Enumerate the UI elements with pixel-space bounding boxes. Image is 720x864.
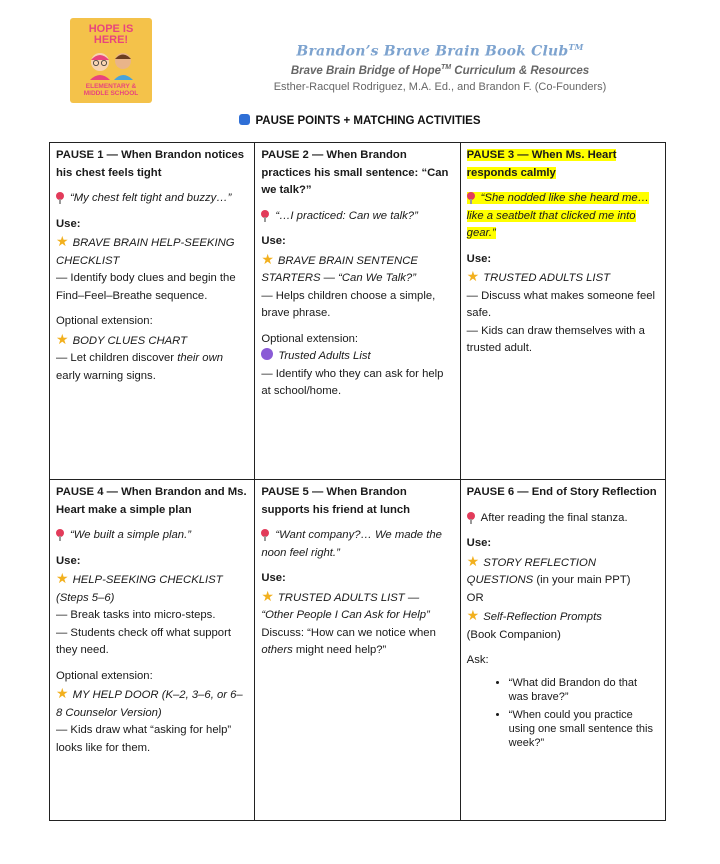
pause-6-questions	[467, 676, 659, 750]
pause-1-use-label: Use:	[56, 217, 81, 230]
pushpin-icon	[56, 529, 64, 537]
pause-1-item1-desc: — Identify body clues and begin the Find–Feel–Breathe sequence.	[56, 272, 236, 302]
star-icon: ★	[261, 587, 274, 604]
pause-2-use-label: Use:	[261, 235, 286, 247]
pause-3-item1: ★ TRUSTED ADULTS LIST	[466, 268, 611, 284]
pause-points-table	[49, 142, 666, 821]
pause-6-title: PAUSE 6 — End of Story Reflection	[466, 486, 657, 498]
pause-2-item1: ★ BRAVE BRAIN SENTENCE STARTERS — “Can We Talk?”	[261, 250, 418, 284]
pushpin-icon	[467, 512, 475, 520]
pause-2-ext-label: Optional extension:	[261, 332, 359, 345]
pause-1-item2: ★ BODY CLUES CHART	[56, 330, 188, 347]
purple-circle-icon	[261, 348, 273, 360]
pause-6-note: After reading the final stanza.	[467, 510, 659, 528]
pause-1-item1: ★ BRAVE BRAIN HELP-SEEKING CHECKLIST	[56, 233, 235, 267]
pause-6-use-label: Use:	[466, 537, 492, 549]
pause-2-item2-desc: — Identify who they can ask for help at school/home.	[261, 367, 444, 397]
pause-5-discuss: Discuss: “How can we notice when others might need help?”	[261, 626, 436, 656]
pushpin-icon	[467, 192, 475, 200]
pause-3-use-label: Use:	[466, 252, 492, 265]
curriculum-subtitle: Brave Brain Bridge of Hope™ Curriculum & Resources	[290, 64, 590, 77]
pushpin-icon	[56, 192, 64, 200]
school-logo	[70, 18, 152, 103]
star-icon: ★	[56, 685, 69, 701]
club-title: Brandon’s Brave Brain Book Club™	[296, 42, 584, 60]
pushpin-icon	[261, 210, 269, 218]
pause-5-use-label: Use:	[261, 572, 286, 584]
pause-4-use-label: Use:	[56, 554, 81, 567]
pause-6-item1: ★ STORY REFLECTION QUESTIONS (in your main PPT)	[466, 552, 631, 586]
logo-line3: ELEMENTARY & MIDDLE SCHOOL	[83, 83, 139, 97]
pause-1-quote: “My chest felt tight and buzzy…”	[56, 190, 248, 208]
list-item: • “What did Brandon do that was brave?”	[509, 676, 659, 704]
pause-4-quote: “We built a simple plan.”	[56, 527, 248, 545]
section-title: PAUSE POINTS + MATCHING ACTIVITIES	[0, 114, 720, 127]
pause-2-quote: “…I practiced: Can we talk?”	[261, 208, 453, 226]
pause-4-item1: ★ HELP-SEEKING CHECKLIST (Steps 5–6)	[56, 570, 223, 604]
pause-3-item1-desc1: — Discuss what makes someone feel safe.	[466, 289, 656, 319]
pause-2-cell	[255, 143, 460, 480]
pause-4-title: PAUSE 4 — When Brandon and Ms. Heart make a simple plan	[56, 486, 247, 516]
pause-4-item1-desc2: — Students check off what support they need.	[56, 626, 231, 656]
pause-3-title: PAUSE 3 — When Ms. Heart responds calmly	[466, 149, 617, 179]
blue-circle-icon	[239, 114, 250, 125]
pause-6-item2-suffix: (Book Companion)	[466, 628, 561, 641]
pause-1-ext-label: Optional extension:	[56, 315, 153, 327]
pause-4-ext-label: Optional extension:	[56, 669, 153, 682]
pause-4-item2-desc: — Kids draw what “asking for help” looks like for them.	[56, 724, 232, 754]
pause-1-title: PAUSE 1 — When Brandon notices his chest feels tight	[56, 149, 245, 179]
star-icon: ★	[466, 552, 480, 569]
pause-4-cell	[50, 480, 255, 821]
logo-line2: HERE!	[93, 34, 129, 46]
pause-5-quote: “Want company?… We made the noon feel right.”	[261, 529, 442, 559]
pause-1-cell	[50, 143, 255, 480]
pushpin-icon	[261, 529, 269, 537]
star-icon: ★	[56, 233, 69, 249]
pause-5-item1: ★ TRUSTED ADULTS LIST — “Other People I Can Ask for Help”	[261, 587, 430, 621]
pause-2-item1-desc: — Helps children choose a simple, brave phrase.	[261, 289, 436, 319]
star-icon: ★	[466, 268, 480, 284]
pause-6-item2: ★ Self-Reflection Prompts	[466, 607, 602, 623]
list-item: • “When could you practice using one small sentence this week?”	[509, 708, 659, 750]
star-icon: ★	[261, 250, 274, 267]
pause-3-quote: “She nodded like she heard me… like a seatbelt that clicked me into gear.”	[466, 192, 649, 239]
star-icon: ★	[466, 607, 480, 623]
star-icon: ★	[56, 330, 69, 347]
kids-illustration-icon	[78, 50, 144, 80]
star-icon: ★	[56, 570, 69, 586]
logo-line1: HOPE IS	[88, 23, 134, 35]
pause-2-title: PAUSE 2 — When Brandon practices his small sentence: “Can we talk?”	[261, 149, 449, 196]
pause-3-cell	[460, 143, 665, 480]
pause-3-item1-desc2: — Kids can draw themselves with a trusted adult.	[466, 324, 645, 354]
pause-6-ask-label: Ask:	[466, 654, 489, 666]
pause-5-title: PAUSE 5 — When Brandon supports his friend at lunch	[261, 486, 411, 516]
pause-5-cell	[255, 480, 460, 821]
pause-4-item2: ★ MY HELP DOOR (K–2, 3–6, or 6–8 Counselor Version)	[56, 685, 243, 719]
authors-line: Esther-Racquel Rodriguez, M.A. Ed., and Brandon F. (Co-Founders)	[273, 81, 607, 93]
pause-6-cell	[460, 480, 665, 821]
pause-4-item1-desc1: — Break tasks into micro-steps.	[56, 609, 216, 621]
pause-2-item2: Trusted Adults List	[261, 348, 453, 366]
pause-1-item2-desc: — Let children discover their own early warning signs.	[56, 352, 224, 382]
pause-6-or: OR	[466, 591, 484, 604]
